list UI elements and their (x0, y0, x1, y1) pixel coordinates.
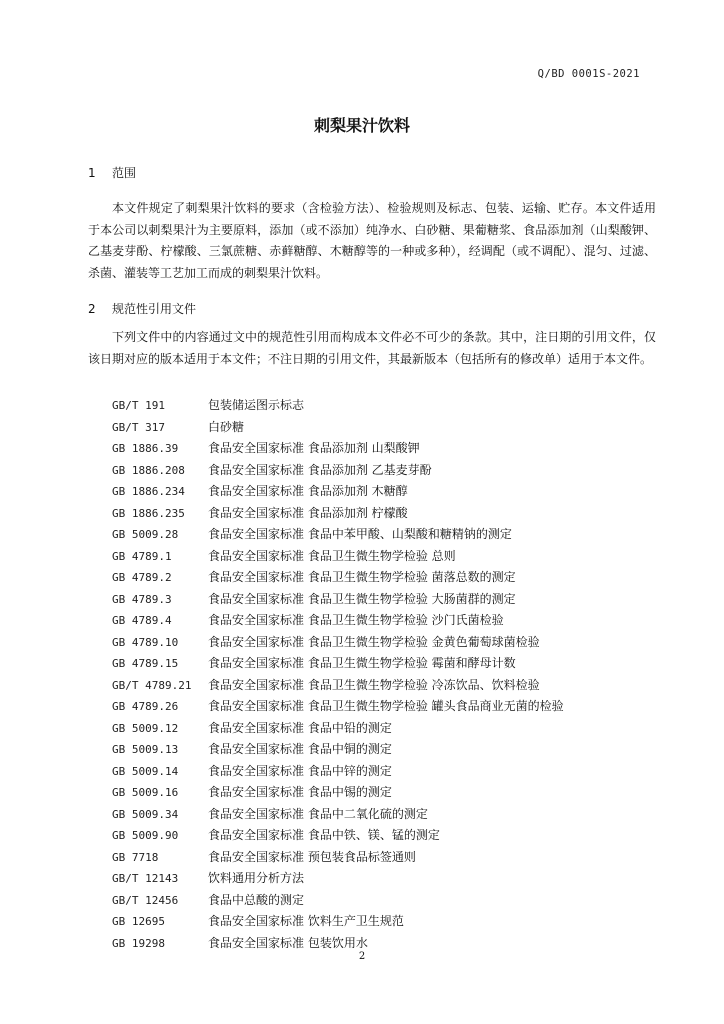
reference-title: 食品安全国家标准 食品添加剂 乙基麦芽酚 (208, 462, 432, 477)
reference-title: 食品安全国家标准 食品中铜的测定 (208, 742, 392, 756)
reference-title: 食品安全国家标准 食品添加剂 柠檬酸 (208, 505, 408, 520)
reference-row (112, 653, 672, 675)
reference-title: 食品安全国家标准 食品中锌的测定 (208, 763, 392, 778)
section-number: 1 (88, 166, 96, 180)
reference-title: 食品安全国家标准 包装饮用水 (208, 935, 368, 950)
document-title: 刺梨果汁饮料 (313, 116, 410, 135)
reference-title: 食品安全国家标准 食品卫生微生物学检验 金黄色葡萄球菌检验 (208, 634, 540, 649)
reference-row (112, 868, 672, 890)
reference-title: 食品安全国家标准 食品卫生微生物学检验 罐头食品商业无菌的检验 (208, 699, 564, 713)
reference-code: GB 4789.10 (112, 635, 179, 649)
reference-code: GB 4789.26 (112, 700, 179, 713)
reference-code: GB 1886.234 (112, 485, 185, 498)
reference-code: GB 4789.3 (112, 592, 172, 606)
reference-title: 包装储运图示标志 (208, 398, 305, 412)
reference-title: 食品安全国家标准 食品卫生微生物学检验 菌落总数的测定 (208, 570, 516, 584)
reference-row (112, 718, 672, 740)
reference-title: 食品中总酸的测定 (208, 892, 305, 907)
reference-code: GB 1886.235 (112, 506, 185, 520)
reference-code: GB 5009.28 (112, 528, 179, 541)
reference-code: GB/T 191 (112, 399, 165, 412)
reference-row (112, 632, 672, 654)
reference-code: GB 5009.12 (112, 721, 179, 735)
reference-code: GB/T 317 (112, 420, 165, 434)
reference-code: GB 4789.1 (112, 549, 172, 563)
section-1-heading (88, 164, 136, 181)
reference-code: GB 4789.4 (112, 614, 172, 627)
page-number: 2 (358, 951, 366, 962)
reference-row (112, 503, 672, 525)
normative-reference-list (112, 395, 672, 954)
reference-row (112, 804, 672, 826)
section-title: 规范性引用文件 (112, 302, 197, 316)
reference-row (112, 460, 672, 482)
section-2-heading (88, 300, 196, 317)
reference-row (112, 847, 672, 869)
reference-title: 食品安全国家标准 食品卫生微生物学检验 大肠菌群的测定 (208, 591, 516, 606)
reference-row (112, 739, 672, 761)
reference-title: 食品安全国家标准 食品添加剂 山梨酸钾 (208, 441, 420, 455)
reference-row (112, 567, 672, 589)
reference-row (112, 761, 672, 783)
reference-row (112, 589, 672, 611)
reference-row (112, 524, 672, 546)
reference-code: GB 4789.2 (112, 571, 172, 584)
reference-code: GB 5009.34 (112, 807, 179, 821)
reference-code: GB 5009.13 (112, 743, 179, 756)
reference-code: GB 5009.90 (112, 829, 179, 842)
reference-code: GB/T 12456 (112, 893, 179, 907)
reference-code: GB 7718 (112, 850, 159, 864)
reference-title: 食品安全国家标准 食品中苯甲酸、山梨酸和糖精钠的测定 (208, 527, 512, 541)
reference-title: 食品安全国家标准 食品中铁、镁、锰的测定 (208, 828, 440, 842)
reference-title: 食品安全国家标准 食品卫生微生物学检验 霉菌和酵母计数 (208, 656, 516, 670)
reference-title: 食品安全国家标准 食品卫生微生物学检验 冷冻饮品、饮料检验 (208, 677, 540, 692)
reference-code: GB 4789.15 (112, 657, 179, 670)
reference-row (112, 675, 672, 697)
section-1-paragraph: 本文件规定了刺梨果汁饮料的要求（含检验方法）、检验规则及标志、包装、运输、贮存。本文件适用于本公司以刺梨果汁为主要原料，添加（或不添加）纯净水、白砂糖、果葡糖浆、食品添加剂（山梨酸钾、乙基麦芽酚、柠檬酸、三氯蔗糖、赤藓糖醇、木糖醇等的一种或多种），经调配（或不调配）、混匀、过滤、杀菌、灌装等工艺加工而成的刺梨果汁饮料。 (88, 201, 656, 280)
reference-row (112, 696, 672, 718)
reference-title: 食品安全国家标准 预包装食品标签通则 (208, 849, 416, 864)
reference-code: GB/T 4789.21 (112, 678, 192, 692)
section-number: 2 (88, 302, 96, 316)
section-2-paragraph: 下列文件中的内容通过文中的规范性引用而构成本文件必不可少的条款。其中，注日期的引用文件，仅该日期对应的版本适用于本文件；不注日期的引用文件，其最新版本（包括所有的修改单）适用于本文件。 (88, 330, 656, 366)
reference-row (112, 890, 672, 912)
reference-title: 食品安全国家标准 食品中二氧化硫的测定 (208, 806, 428, 821)
reference-code: GB 5009.14 (112, 764, 179, 778)
document-code: Q/BD 0001S-2021 (537, 68, 640, 80)
section-title: 范围 (112, 166, 137, 180)
reference-title: 饮料通用分析方法 (208, 871, 305, 885)
reference-row (112, 782, 672, 804)
reference-title: 食品安全国家标准 食品卫生微生物学检验 总则 (208, 548, 456, 563)
reference-title: 食品安全国家标准 食品中铅的测定 (208, 720, 392, 735)
reference-title: 白砂糖 (208, 419, 245, 434)
reference-row (112, 438, 672, 460)
reference-row (112, 417, 672, 439)
reference-title: 食品安全国家标准 食品卫生微生物学检验 沙门氏菌检验 (208, 613, 504, 627)
reference-title: 食品安全国家标准 食品添加剂 木糖醇 (208, 484, 408, 498)
reference-code: GB 1886.208 (112, 463, 185, 477)
reference-code: GB 19298 (112, 936, 165, 950)
reference-code: GB 1886.39 (112, 442, 179, 455)
reference-row (112, 610, 672, 632)
reference-row (112, 911, 672, 933)
reference-title: 食品安全国家标准 饮料生产卫生规范 (208, 914, 404, 928)
reference-code: GB 12695 (112, 915, 165, 928)
reference-row (112, 395, 672, 417)
reference-title: 食品安全国家标准 食品中锡的测定 (208, 785, 392, 799)
reference-code: GB/T 12143 (112, 872, 179, 885)
reference-row (112, 825, 672, 847)
reference-code: GB 5009.16 (112, 786, 179, 799)
reference-row (112, 546, 672, 568)
reference-row (112, 481, 672, 503)
